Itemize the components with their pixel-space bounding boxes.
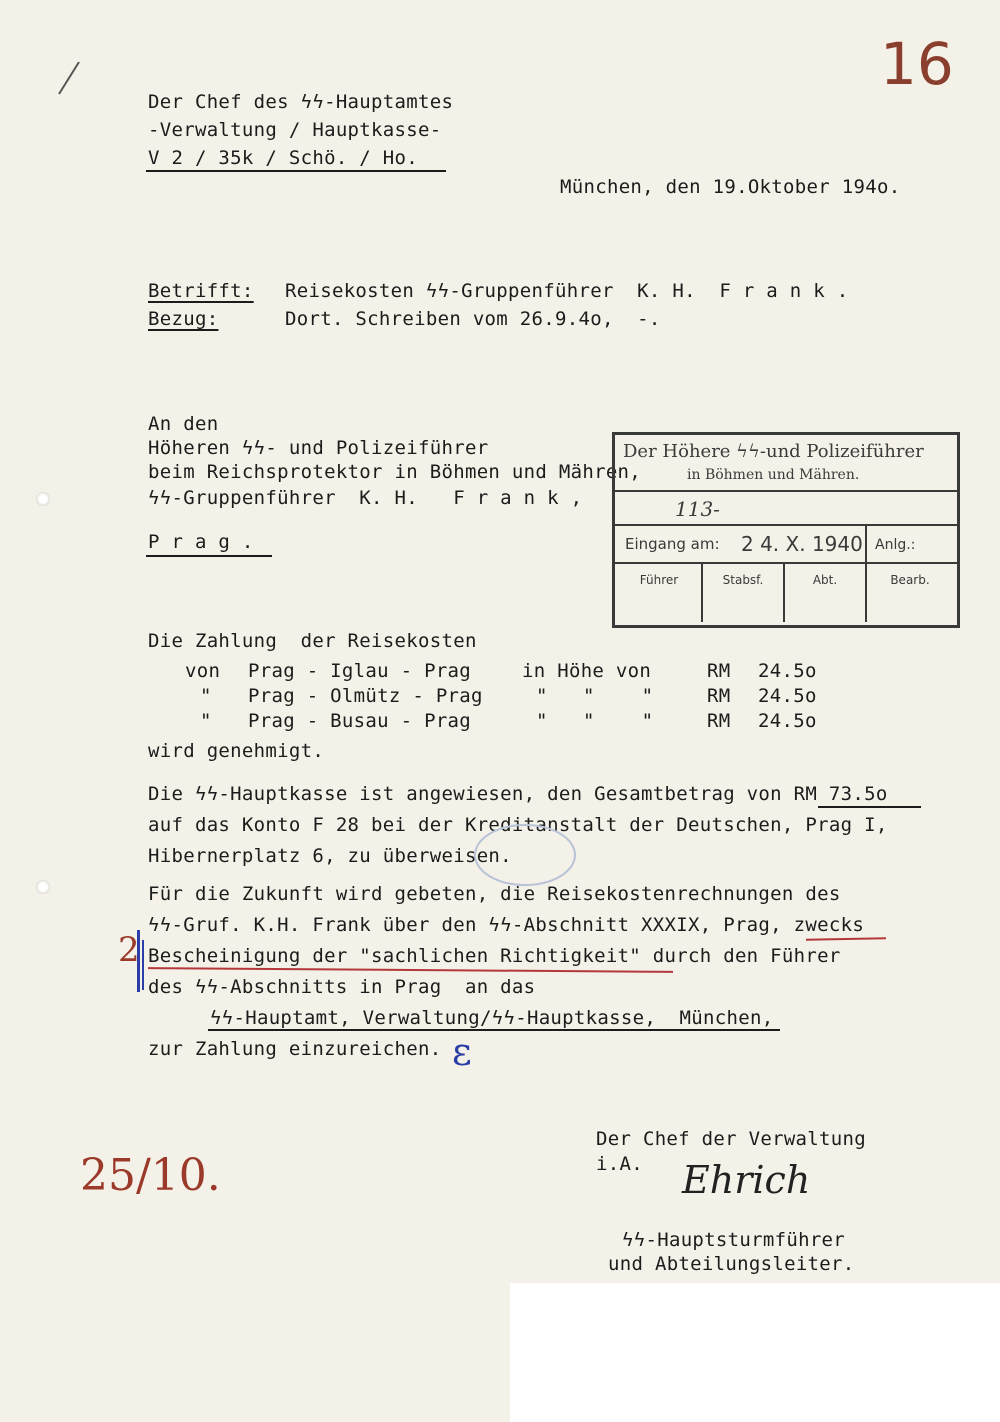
cost-row-3-label: " " " <box>536 710 654 732</box>
recipient-line-3: beim Reichsprotektor in Böhmen und Mähren, <box>148 461 642 483</box>
margin-number: 2 <box>118 930 140 970</box>
date-line: München, den 19.Oktober 194o. <box>560 176 901 198</box>
reference-text: Dort. Schreiben vom 26.9.4o, -. <box>285 308 661 330</box>
scan-background-corner <box>510 1283 1000 1422</box>
instruction-line-1: Für die Zukunft wird gebeten, die Reisekostenrechnungen des <box>148 883 841 905</box>
stamp-title: Der Höhere ϟϟ-und Polizeiführer <box>623 441 924 462</box>
red-underline-zwecks <box>806 937 886 940</box>
stamp-anlg-label: Anlg.: <box>875 537 916 553</box>
cost-row-2-prefix: " <box>200 685 212 707</box>
closing-line-2: i.A. <box>596 1153 643 1175</box>
stamp-divider-1 <box>615 490 957 492</box>
cost-row-2-route: Prag - Olmütz - Prag <box>248 685 483 707</box>
subject-text: Reisekosten ϟϟ-Gruppenführer K. H. F r a n k . <box>285 280 849 302</box>
punch-hole-bottom <box>36 880 50 894</box>
approval-line: wird genehmigt. <box>148 740 325 762</box>
reference-line: V 2 / 35k / Schö. / Ho. <box>148 147 418 169</box>
subject-label: Betrifft: <box>148 280 254 302</box>
punch-hole-top <box>36 492 50 506</box>
cost-row-3-route: Prag - Busau - Prag <box>248 710 472 732</box>
sender-line-2: -Verwaltung / Hauptkasse- <box>148 119 442 141</box>
stamp-divider-3 <box>615 562 957 564</box>
receipt-stamp <box>612 432 960 628</box>
stamp-col-bearb: Bearb. <box>890 573 930 587</box>
instruction-line-5: ϟϟ-Hauptamt, Verwaltung/ϟϟ-Hauptkasse, München, <box>210 1007 774 1029</box>
recipient-line-2: Höheren ϟϟ- und Polizeiführer <box>148 437 489 459</box>
stamp-col-fuehrer: Führer <box>639 573 679 587</box>
cost-row-1-label: in Höhe von <box>522 660 652 682</box>
cost-row-3-amount: 24.5o <box>758 710 817 732</box>
closing-rank: ϟϟ-Hauptsturmführer <box>622 1229 846 1251</box>
red-underline-bescheinigung <box>148 967 673 973</box>
red-margin-note: 25/10. <box>80 1150 221 1201</box>
stamp-col-divider-1 <box>701 562 703 622</box>
cost-row-3-prefix: " <box>200 710 212 732</box>
address-underline <box>208 1029 780 1031</box>
pencil-tick-mark <box>55 58 85 98</box>
body-intro: Die Zahlung der Reisekosten <box>148 630 477 652</box>
stamp-col-stabsf: Stabsf. <box>722 573 764 587</box>
blue-pencil-mark: ɛ <box>452 1030 472 1074</box>
stamp-number: 113- <box>675 497 720 521</box>
faded-round-stamp <box>470 820 580 890</box>
stamp-col-divider-2 <box>783 562 785 622</box>
payment-line-2: auf das Konto F 28 bei der Kreditanstalt der Deutschen, Prag I, <box>148 814 888 836</box>
recipient-line-4: ϟϟ-Gruppenführer K. H. F r a n k , <box>148 487 583 509</box>
instruction-line-3: Bescheinigung der "sachlichen Richtigkeit" durch den Führer <box>148 945 841 967</box>
cost-row-2-label: " " " <box>536 685 654 707</box>
stamp-received-label: Eingang am: <box>625 535 720 553</box>
payment-line-3: Hibernerplatz 6, zu überweisen. <box>148 845 512 867</box>
handwritten-page-number: 16 <box>880 30 954 98</box>
stamp-subtitle: in Böhmen und Mähren. <box>687 467 860 483</box>
cost-row-1-currency: RM <box>707 660 731 682</box>
stamp-col-divider-3 <box>865 562 867 622</box>
instruction-line-2: ϟϟ-Gruf. K.H. Frank über den ϟϟ-Abschnitt XXXIX, Prag, zwecks <box>148 914 865 936</box>
closing-position: und Abteilungsleiter. <box>608 1253 855 1275</box>
reference-underline <box>146 170 446 172</box>
stamp-received-date: 2 4. X. 1940 <box>741 532 863 556</box>
cost-row-3-currency: RM <box>707 710 731 732</box>
stamp-col-abt: Abt. <box>812 573 838 587</box>
stamp-divider-2 <box>615 524 957 526</box>
cost-row-1-prefix: von <box>185 660 221 682</box>
cost-row-1-route: Prag - Iglau - Prag <box>248 660 472 682</box>
recipient-line-1: An den <box>148 413 219 435</box>
total-amount-underline <box>818 806 921 808</box>
closing-line-1: Der Chef der Verwaltung <box>596 1128 866 1150</box>
city-underline <box>146 555 272 557</box>
instruction-line-6: zur Zahlung einzureichen. <box>148 1038 442 1060</box>
cost-row-1-amount: 24.5o <box>758 660 817 682</box>
recipient-city: P r a g . <box>148 531 254 553</box>
blue-margin-bar-2 <box>142 940 144 990</box>
instruction-line-4: des ϟϟ-Abschnitts in Prag an das <box>148 976 536 998</box>
stamp-anlg-divider <box>865 524 867 562</box>
cost-row-2-currency: RM <box>707 685 731 707</box>
sender-line-1: Der Chef des ϟϟ-Hauptamtes <box>148 91 454 113</box>
payment-line-1: Die ϟϟ-Hauptkasse ist angewiesen, den Gesamtbetrag von RM 73.5o <box>148 783 888 805</box>
cost-row-2-amount: 24.5o <box>758 685 817 707</box>
handwritten-signature: Ehrich <box>682 1158 811 1202</box>
reference-label: Bezug: <box>148 308 219 330</box>
